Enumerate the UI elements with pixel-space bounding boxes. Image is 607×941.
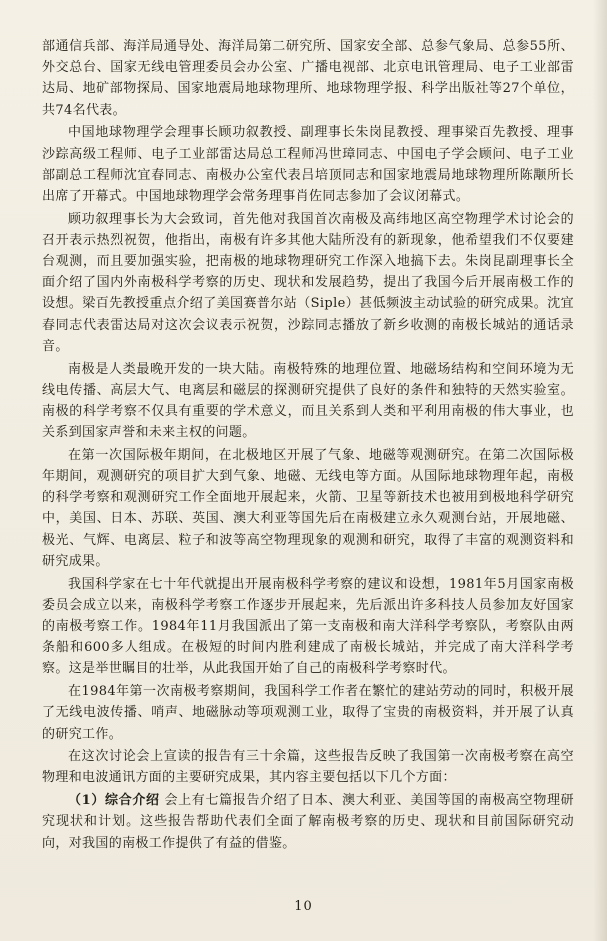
page-edge-shadow: [593, 0, 607, 941]
paragraph-polar-year-history: 在第一次国际极年期间，在北极地区开展了气象、地磁等观测研究。在第二次国际极年期间，观测研究的项目扩大到气象、地磁、无线电等方面。从国际地球物理年起，南极的科学考察和观测研究工作全面地开展起来，火箭、卫星等新技术也被用到极地科学研究中，美国、日本、苏联、英国、澳大利亚等国先后在南极建立永久观测台站，开展地磁、极光、气辉、电离层、粒子和波等高空物理现象的观测和研究，取得了丰富的观测资料和研究成果。: [42, 447, 574, 569]
paragraph-attendees: 部通信兵部、海洋局通导处、海洋局第二研究所、国家安全部、总参气象局、总参55所、外交总台、国家无线电管理委员会办公室、广播电视部、北京电讯管理局、电子工业部雷达局、地矿部物探局、国家地震局地球物理所、地球物理学报、科学出版社等27个单位，共74名代表。: [42, 39, 574, 118]
section-label: （1）综合介绍: [68, 793, 160, 809]
paragraph-1984-observations: 在1984年第一次南极考察期间，我国科学工作者在繁忙的建站劳动的同时，积极开展了无线电波传播、哨声、地磁脉动等项观测工业，取得了宝贵的南极资料，并开展了认真的研究工作。: [42, 684, 574, 742]
paragraph-opening-ceremony: 中国地球物理学会理事长顾功叙教授、副理事长朱岗昆教授、理事梁百先教授、理事沙踪高级工程师、电子工业部雷达局总工程师冯世璋同志、中国电子学会顾问、电子工业部副总工程师沈宜春同志、南极办公室代表吕培顶同志和国家地震局地球物理所陈颙所长出席了开幕式。中国地球物理学会常务理事肖佐同志参加了会议闭幕式。: [42, 125, 574, 204]
paragraph-report-summary: 在这次讨论会上宣读的报告有三十余篇，这些报告反映了我国第一次南极考察在高空物理和电波通讯方面的主要研究成果，其内容主要包括以下几个方面：: [42, 749, 574, 786]
paragraph-speeches: 顾功叙理事长为大会致词，首先他对我国首次南极及高纬地区高空物理学术讨论会的召开表示热烈祝贺，他指出，南极有许多其他大陆所没有的新现象，他希望我们不仅要建台观测，而且要加强实验，把南极的地球物理研究工作深入地搞下去。朱岗昆副理事长全面介绍了国内外南极科学考察的历史、现状和发展趋势，提出了我国今后开展南极工作的设想。梁百先教授重点介绍了美国赛普尔站（Siple）甚低频波主动试验的研究成果。沈宜春同志代表雷达局对这次会议表示祝贺，沙踪同志播放了新乡收测的南极长城站的通话录音。: [42, 211, 574, 354]
paragraph-general-introduction: [42, 790, 574, 854]
section-text: 会上有七篇报告介绍了日本、澳大利亚、美国等国的南极高空物理研究现状和计划。这些报告帮助代表们全面了解南极考察的历史、现状和目前国际研究动向，对我国的南极工作提供了有益的借鉴。: [42, 793, 575, 851]
page-number: 10: [294, 899, 313, 914]
paragraph-china-expedition: 我国科学家在七十年代就提出开展南极科学考察的建议和设想，1981年5月国家南极委员会成立以来，南极科学考察工作逐步开展起来，先后派出许多科技人员参加友好国家的南极考察工作。1984年11月我国派出了第一支南极和南大洋科学考察队，考察队由两条船和600多人组成。在极短的时间内胜利建成了南极长城站，并完成了南大洋科学考察。这是举世瞩目的壮举，从此我国开始了自己的南极科学考察时代。: [42, 576, 574, 677]
body-text: [42, 36, 574, 854]
paragraph-antarctic-significance: 南极是人类最晚开发的一块大陆。南极特殊的地理位置、地磁场结构和空间环境为无线电传播、高层大气、电离层和磁层的探测研究提供了良好的条件和独特的天然实验室。南极的科学考察不仅具有重要的学术意义，而且关系到人类和平利用南极的伟大事业，也关系到国家声誉和未来主权的问题。: [42, 361, 574, 441]
